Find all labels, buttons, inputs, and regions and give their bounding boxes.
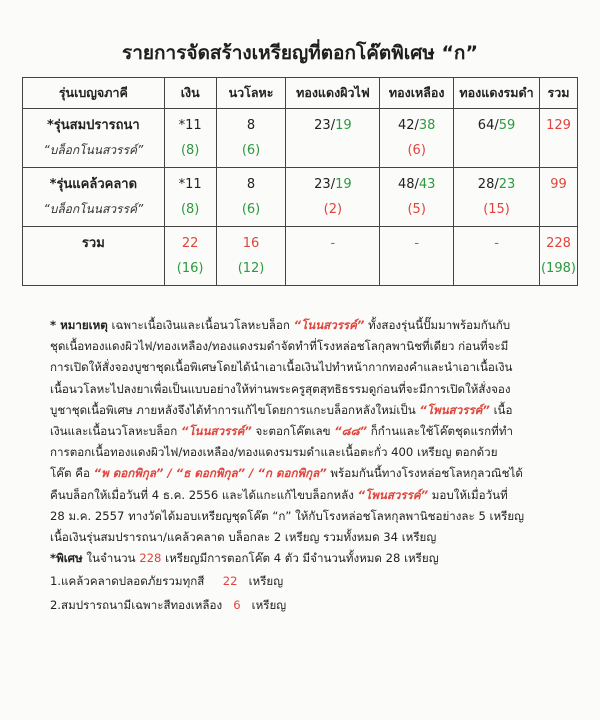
black-sub bbox=[454, 138, 539, 163]
table-total-row bbox=[23, 227, 578, 286]
row-total-sub bbox=[540, 197, 577, 222]
row-total-sub bbox=[540, 138, 577, 163]
black-total: - bbox=[494, 236, 499, 251]
brass-cell: 48/43 (5) bbox=[380, 168, 454, 227]
series-cell bbox=[23, 227, 165, 286]
black-coded: 59 bbox=[498, 118, 516, 133]
copper-cell: 23/19 (2) bbox=[286, 168, 380, 227]
silver-cell bbox=[164, 109, 216, 168]
row-total: 129 bbox=[546, 118, 571, 133]
note-text: บูชาชุดเนื้อพิเศษ ภายหลังจึงได้ทำการแก้ไขโดยการแกะบล็อกหลังใหม่เป็น bbox=[50, 402, 420, 417]
black-total: 64 bbox=[477, 118, 495, 133]
black-coded: 23 bbox=[498, 177, 516, 192]
special-item-label: 2.สมปรารถนามีเฉพาะสีทองเหลือง bbox=[50, 597, 223, 612]
silver-cell bbox=[164, 168, 216, 227]
special-item-count: 22 bbox=[222, 574, 238, 589]
series-block: “บล็อกโนนสวรรค์” bbox=[43, 143, 144, 157]
silver-count: 22 bbox=[181, 236, 199, 251]
table-row bbox=[23, 168, 578, 227]
nava-cell bbox=[216, 168, 286, 227]
note-text: เนื้อ bbox=[489, 402, 513, 417]
note-line: การเปิดให้สั่งจองบูชาชุดเนื้อพิเศษโดยได้นำเอาเนื้อเงินไปทำหน้ากากทองคำและนำเอาเนื้อเงิน bbox=[50, 360, 513, 375]
copper-total: - bbox=[330, 236, 336, 251]
nava-sub: (12) bbox=[237, 261, 265, 276]
note-highlight: “โนนสวรรค์” bbox=[180, 424, 252, 439]
note-text: เฉพาะเนื้อเงินและเนื้อนวโลหะบล็อก bbox=[107, 318, 294, 332]
note-line bbox=[50, 315, 570, 336]
note-highlight: “๘๘” bbox=[334, 424, 368, 439]
copper-cell: 23/19 bbox=[286, 109, 380, 168]
note-text: จะตอกโค๊ตเลข bbox=[251, 424, 335, 439]
nava-cell bbox=[216, 109, 286, 168]
nava-count: 8 bbox=[246, 118, 256, 133]
grand-total-sub: (198) bbox=[540, 261, 576, 276]
brass-cell: 42/38 (6) bbox=[380, 109, 454, 168]
row-total: 99 bbox=[550, 177, 567, 192]
note-text: ในจำนวน bbox=[82, 551, 140, 566]
silver-sub: (8) bbox=[180, 202, 200, 217]
note-highlight: “โพนสวรรค์” bbox=[357, 487, 429, 502]
header-black-copper: ทองแดงรมดำ bbox=[454, 78, 540, 109]
special-item-count: 6 bbox=[233, 597, 241, 612]
note-text: โค๊ต คือ bbox=[50, 466, 94, 481]
note-line bbox=[50, 400, 570, 421]
table-row bbox=[23, 109, 578, 168]
series-cell bbox=[23, 109, 165, 168]
header-total: รวม bbox=[539, 78, 577, 109]
note-line: เนื้อนวโลหะไปลงยาเพื่อเป็นแบบอย่างให้ท่านพระครูสุตสุทธิธรรมดูก่อนที่จะมีการเปิดให้สั่งจอง bbox=[50, 381, 511, 396]
copper-cell bbox=[286, 227, 380, 286]
total-cell bbox=[539, 109, 577, 168]
page-title: รายการจัดสร้างเหรียญที่ตอกโค๊ตพิเศษ “ก” bbox=[122, 42, 478, 64]
brass-total: 48 bbox=[397, 177, 415, 192]
brass-total: - bbox=[414, 236, 420, 251]
note-line bbox=[50, 421, 570, 442]
silver-count: *11 bbox=[178, 177, 202, 192]
brass-total: 42 bbox=[397, 118, 415, 133]
note-text: มอบให้เมื่อวันที่ bbox=[428, 487, 508, 502]
note-line: การตอกเนื้อทองแดงผิวไฟ/ทองเหลือง/ทองแดงรมรมดำและเนื้อตะกั่ว 400 เหรียญ ตอกด้วย bbox=[50, 445, 498, 460]
black-sub: (15) bbox=[483, 202, 510, 217]
brass-coded: 38 bbox=[418, 118, 436, 133]
note-label: * หมายเหตุ bbox=[50, 318, 108, 332]
note-highlight: “โพนสวรรค์” bbox=[419, 402, 490, 417]
nava-sub: (6) bbox=[241, 202, 261, 217]
special-count: 228 bbox=[139, 551, 162, 566]
note-line: ชุดเนื้อทองแดงผิวไฟ/ทองเหลือง/ทองแดงรมดำจัดทำที่โรงหล่อชโลกุลพานิชที่เดียว ก่อนที่จะมี bbox=[50, 339, 509, 354]
copper-coded: 19 bbox=[335, 118, 352, 133]
note-text: คืนบล็อกให้เมื่อวันที่ 4 ธ.ค. 2556 และได้แกะแก้ไขบล็อกหลัง bbox=[50, 487, 358, 502]
medal-table bbox=[22, 77, 578, 286]
black-copper-cell: 28/23 (15) bbox=[454, 168, 540, 227]
series-name: *รุ่นแคล้วคลาด bbox=[49, 177, 138, 192]
note-line: 28 ม.ค. 2557 ทางวัดได้มอบเหรียญชุดโค๊ต “ก” ให้กับโรงหล่อชโลหกุลพานิชอย่างละ 5 เหรียญ bbox=[50, 508, 525, 523]
special-item-unit: เหรียญ bbox=[251, 597, 287, 612]
total-cell bbox=[539, 227, 577, 286]
note-text: ทั้งสองรุ่นนี้ปั๊มมาพร้อมกันกับ bbox=[364, 318, 511, 332]
note-text: ก็กำนและใช้โค๊ตชุดแรกที่ทำ bbox=[367, 424, 513, 439]
note-line bbox=[50, 485, 570, 506]
brass-sub: (5) bbox=[407, 202, 426, 217]
silver-cell bbox=[164, 227, 216, 286]
table-header-row bbox=[23, 78, 578, 109]
series-name: *รุ่นสมปรารถนา bbox=[46, 118, 140, 133]
header-silver: เงิน bbox=[164, 78, 216, 109]
note-text: เหรียญมีการตอกโค๊ต 4 ตัว มีจำนวนทั้งหมด 28 เหรียญ bbox=[161, 551, 439, 566]
header-copper: ทองแดงผิวไฟ bbox=[286, 78, 380, 109]
nava-sub: (6) bbox=[241, 143, 261, 158]
special-item bbox=[50, 571, 570, 592]
copper-sub: (2) bbox=[323, 202, 343, 217]
notes-section bbox=[50, 315, 570, 616]
silver-sub: (16) bbox=[176, 261, 204, 276]
black-total: 28 bbox=[477, 177, 495, 192]
silver-sub: (8) bbox=[180, 143, 200, 158]
special-item-label: 1.แคล้วคลาดปลอดภัยรวมทุกสี bbox=[50, 574, 205, 589]
nava-cell bbox=[216, 227, 286, 286]
nava-count: 8 bbox=[246, 177, 256, 192]
silver-count: *11 bbox=[178, 118, 202, 133]
special-item-unit: เหรียญ bbox=[248, 574, 284, 589]
note-line bbox=[50, 463, 570, 484]
series-cell bbox=[23, 168, 165, 227]
note-line: เนื้อเงินรุ่นสมปรารถนา/แคล้วคลาด บล็อกละ 2 เหรียญ รวมทั้งหมด 34 เหรียญ bbox=[50, 530, 437, 545]
copper-sub bbox=[286, 138, 379, 163]
copper-coded: 19 bbox=[335, 177, 352, 192]
brass-coded: 43 bbox=[418, 177, 436, 192]
nava-count: 16 bbox=[242, 236, 260, 251]
series-block: “บล็อกโนนสวรรค์” bbox=[43, 202, 144, 216]
copper-total: 23 bbox=[314, 177, 331, 192]
black-copper-cell bbox=[454, 227, 540, 286]
special-item bbox=[50, 595, 570, 616]
special-line bbox=[50, 548, 570, 569]
black-copper-cell: 64/59 bbox=[454, 109, 540, 168]
total-label: รวม bbox=[81, 236, 105, 251]
brass-cell bbox=[380, 227, 454, 286]
copper-total: 23 bbox=[314, 118, 331, 133]
note-text: เงินและเนื้อนวโลหะบล็อก bbox=[50, 424, 181, 439]
brass-sub: (6) bbox=[407, 143, 426, 158]
note-text: พร้อมกันนี้ทางโรงหล่อชโลหกุลวณิชได้ bbox=[326, 466, 523, 481]
total-cell bbox=[539, 168, 577, 227]
grand-total: 228 bbox=[546, 236, 571, 251]
special-label: *พิเศษ bbox=[50, 551, 83, 566]
note-highlight: “พ ดอกพิกุล” / “ธ ดอกพิกุล” / “ก ดอกพิกุล” bbox=[93, 466, 327, 481]
note-highlight: “โนนสวรรค์” bbox=[293, 318, 365, 332]
header-nava: นวโลหะ bbox=[216, 78, 286, 109]
header-brass: ทองเหลือง bbox=[380, 78, 454, 109]
header-series: รุ่นเบญจภาคี bbox=[23, 78, 165, 109]
